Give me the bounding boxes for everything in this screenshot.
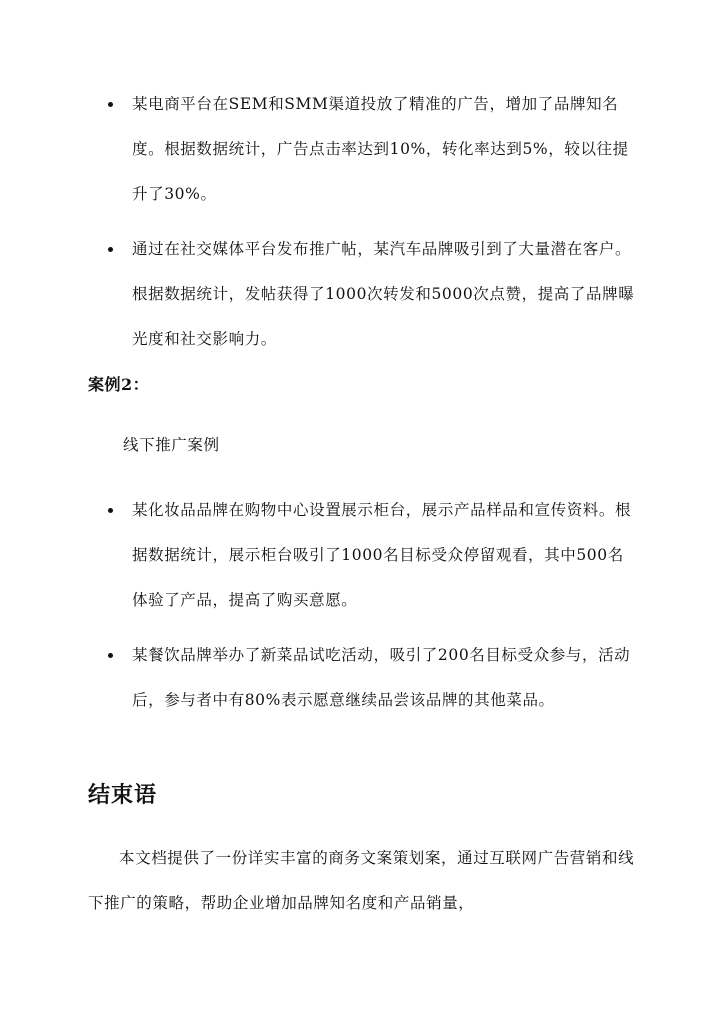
bullet-icon — [108, 508, 113, 513]
list-item-text: 通过在社交媒体平台发布推广帖，某汽车品牌吸引到了大量潜在客户。根据数据统计，发帖获得了1000次转发和5000次点赞，提高了品牌曝光度和社交影响力。 — [132, 240, 635, 348]
section-title: 结束语 — [88, 782, 158, 808]
list-item — [98, 227, 638, 362]
bullet-icon — [108, 653, 113, 658]
list-item-text: 某餐饮品牌举办了新菜品试吃活动，吸引了200名目标受众参与，活动后，参与者中有80%表示愿意继续品尝该品牌的其他菜品。 — [132, 646, 631, 709]
offline-cases-list — [98, 488, 638, 733]
case-subtitle: 线下推广案例 — [123, 436, 220, 454]
online-cases-list — [98, 82, 638, 372]
list-item — [98, 633, 638, 723]
bullet-icon — [108, 247, 113, 252]
conclusion-paragraph: 本文档提供了一份详实丰富的商务文案策划案，通过互联网广告营销和线下推广的策略，帮助企业增加品牌知名度和产品销量， — [88, 849, 635, 912]
case-heading: 案例2： — [88, 375, 150, 394]
list-item-text: 某化妆品品牌在购物中心设置展示柜台，展示产品样品和宣传资料。根据数据统计，展示柜台吸引了1000名目标受众停留观看，其中500名体验了产品，提高了购买意愿。 — [132, 501, 632, 609]
list-item — [98, 488, 638, 623]
list-item-text: 某电商平台在SEM和SMM渠道投放了精准的广告，增加了品牌知名度。根据数据统计，广告点击率达到10%，转化率达到5%，较以往提升了30%。 — [132, 95, 629, 203]
bullet-icon — [108, 102, 113, 107]
list-item — [98, 82, 638, 217]
